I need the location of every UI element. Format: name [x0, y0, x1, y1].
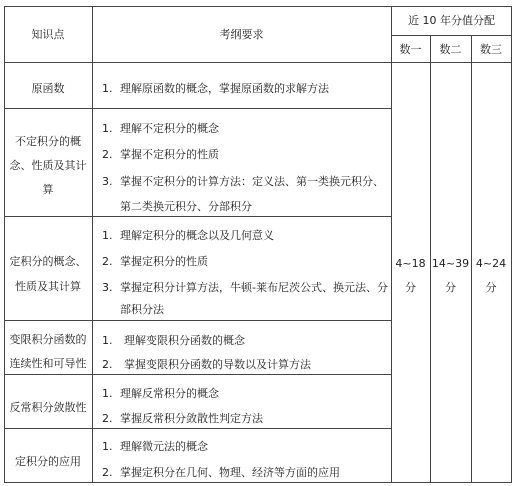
item-text: 部积分法	[120, 303, 164, 316]
score-math3: 4~24	[475, 257, 507, 270]
item-number: 1.	[102, 387, 113, 400]
item-text: 掌握定积分计算方法，牛顿-莱布尼茨公式、换元法、分	[120, 281, 388, 294]
topic-line: 变限积分函数的	[9, 333, 87, 346]
item-number: 1.	[102, 82, 113, 95]
header-math1: 数一	[399, 43, 422, 56]
score-math2-unit: 分	[445, 281, 456, 294]
score-math1-unit: 分	[405, 281, 416, 294]
row-divider-2	[4, 216, 392, 217]
item-number: 2.	[102, 412, 113, 425]
item-text: 第二类换元积分、分部积分	[120, 200, 252, 213]
score-math3-unit: 分	[485, 281, 497, 294]
table-border-right	[511, 6, 512, 483]
item-text: 理解变限积分函数的概念	[124, 334, 245, 347]
topic-line: 原函数	[31, 82, 65, 95]
col-divider-1	[92, 6, 93, 483]
topic-line: 定积分的概念、	[9, 255, 87, 268]
header-subdivider	[391, 35, 512, 36]
item-number: 2.	[102, 466, 113, 479]
header-bottom-line	[4, 62, 512, 63]
item-number: 2.	[102, 148, 113, 161]
topic-line: 连续性和可导性	[9, 357, 87, 370]
item-text: 理解不定积分的概念	[120, 122, 219, 135]
item-number: 2.	[102, 358, 113, 371]
topic-line: 算	[42, 183, 54, 196]
header-recent-scores: 近 10 年分值分配	[408, 14, 495, 27]
row-divider-3	[4, 320, 392, 321]
header-knowledge-point: 知识点	[31, 28, 65, 41]
topic-line: 念、性质及其计	[9, 159, 87, 172]
item-number: 1.	[102, 229, 113, 242]
item-text: 理解微元法的概念	[120, 440, 208, 453]
item-number: 3.	[102, 281, 113, 294]
item-text: 掌握定积分的性质	[120, 255, 208, 268]
topic-line: 性质及其计算	[15, 280, 81, 293]
row-divider-1	[4, 108, 392, 109]
item-number: 3.	[102, 175, 113, 188]
item-text: 理解原函数的概念，掌握原函数的求解方法	[120, 82, 329, 95]
score-math1: 4~18	[395, 257, 426, 270]
item-text: 掌握反常积分敛散性判定方法	[120, 412, 263, 425]
item-text: 掌握不定积分的性质	[120, 148, 219, 161]
row-divider-5	[4, 428, 392, 429]
item-text: 掌握不定积分的计算方法：定义法、第一类换元积分、	[120, 175, 384, 188]
item-text: 掌握变限积分函数的导数以及计算方法	[124, 358, 311, 371]
header-math2: 数二	[439, 43, 462, 56]
score-math2: 14~39	[431, 257, 470, 270]
row-divider-4	[4, 374, 392, 375]
item-text: 理解定积分的概念以及几何意义	[120, 229, 274, 242]
item-number: 2.	[102, 255, 113, 268]
item-text: 掌握定积分在几何、物理、经济等方面的应用	[120, 466, 340, 479]
table-border-bottom	[4, 482, 512, 483]
item-text: 理解反常积分的概念	[120, 387, 219, 400]
header-math3: 数三	[480, 43, 502, 56]
header-requirements: 考纲要求	[219, 28, 264, 41]
topic-line: 定积分的应用	[15, 455, 81, 468]
item-number: 1.	[102, 334, 113, 347]
item-number: 1.	[102, 122, 113, 135]
col-divider-2	[391, 6, 392, 483]
item-number: 1.	[102, 440, 113, 453]
topic-line: 不定积分的概	[15, 135, 81, 148]
topic-line: 反常积分敛散性	[9, 401, 87, 414]
table-border-top	[4, 6, 512, 7]
